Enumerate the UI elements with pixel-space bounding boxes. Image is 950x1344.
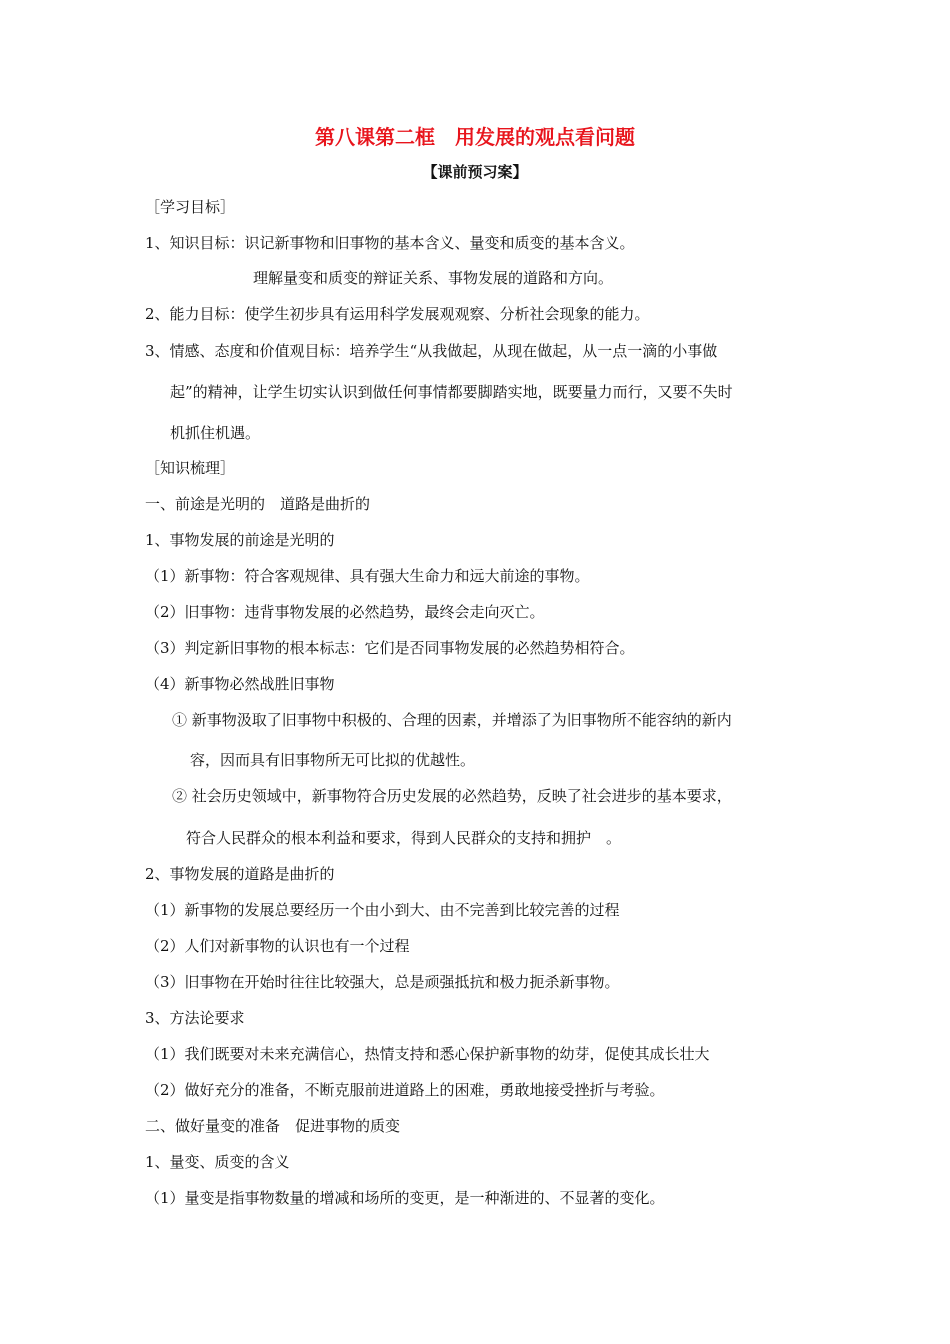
section-one-heading: 一、前途是光明的 道路是曲折的 <box>145 495 371 513</box>
page-title: 第八课第二框 用发展的观点看问题 <box>315 125 635 149</box>
section-two-heading: 二、做好量变的准备 促进事物的质变 <box>145 1117 401 1135</box>
section-one-item2-point3: （3）旧事物在开始时往往比较强大，总是顽强抵抗和极力扼杀新事物。 <box>145 973 620 991</box>
objectives-heading: ［学习目标］ <box>145 198 236 216</box>
knowledge-heading: ［知识梳理］ <box>145 459 236 477</box>
section-two-item1: 1、量变、质变的含义 <box>145 1153 290 1171</box>
section-one-item1-point4: （4）新事物必然战胜旧事物 <box>145 675 335 693</box>
section-one-item1-point1: （1）新事物：符合客观规律、具有强大生命力和远大前途的事物。 <box>145 567 590 585</box>
section-one-item1-point3: （3）判定新旧事物的根本标志：它们是否同事物发展的必然趋势相符合。 <box>145 639 635 657</box>
section-one-item3-point1: （1）我们既要对未来充满信心，热情支持和悉心保护新事物的幼芽，促使其成长壮大 <box>145 1045 710 1063</box>
section-one-item2: 2、事物发展的道路是曲折的 <box>145 865 335 883</box>
objective-knowledge-continued: 理解量变和质变的辩证关系、事物发展的道路和方向。 <box>253 269 614 287</box>
objective-emotion-line3: 机抓住机遇。 <box>170 424 261 442</box>
section-one-item1-point2: （2）旧事物：违背事物发展的必然趋势，最终会走向灭亡。 <box>145 603 545 621</box>
section-two-item1-point1: （1）量变是指事物数量的增减和场所的变更，是一种渐进的、不显著的变化。 <box>145 1189 665 1207</box>
circled-point1-line1: ① 新事物汲取了旧事物中积极的、合理的因素，并增添了为旧事物所不能容纳的新内 <box>172 711 732 729</box>
circled-point2-line1: ② 社会历史领域中，新事物符合历史发展的必然趋势，反映了社会进步的基本要求， <box>172 787 732 805</box>
circled-point1-line2: 容，因而具有旧事物所无可比拟的优越性。 <box>190 751 476 769</box>
section-one-item1: 1、事物发展的前途是光明的 <box>145 531 335 549</box>
page-subtitle: 【课前预习案】 <box>422 163 528 181</box>
section-one-item3: 3、方法论要求 <box>145 1009 245 1027</box>
objective-knowledge: 1、知识目标：识记新事物和旧事物的基本含义、量变和质变的基本含义。 <box>145 234 635 252</box>
objective-ability: 2、能力目标：使学生初步具有运用科学发展观观察、分析社会现象的能力。 <box>145 305 650 323</box>
section-one-item2-point1: （1）新事物的发展总要经历一个由小到大、由不完善到比较完善的过程 <box>145 901 620 919</box>
objective-emotion-line2: 起”的精神，让学生切实认识到做任何事情都要脚踏实地，既要量力而行，又要不失时 <box>170 383 733 401</box>
section-one-item2-point2: （2）人们对新事物的认识也有一个过程 <box>145 937 410 955</box>
objective-emotion-line1: 3、情感、态度和价值观目标：培养学生“从我做起，从现在做起，从一点一滴的小事做 <box>145 342 718 360</box>
section-one-item3-point2: （2）做好充分的准备，不断克服前进道路上的困难，勇敢地接受挫折与考验。 <box>145 1081 665 1099</box>
circled-point2-line2: 符合人民群众的根本利益和要求，得到人民群众的支持和拥护 。 <box>186 829 622 847</box>
